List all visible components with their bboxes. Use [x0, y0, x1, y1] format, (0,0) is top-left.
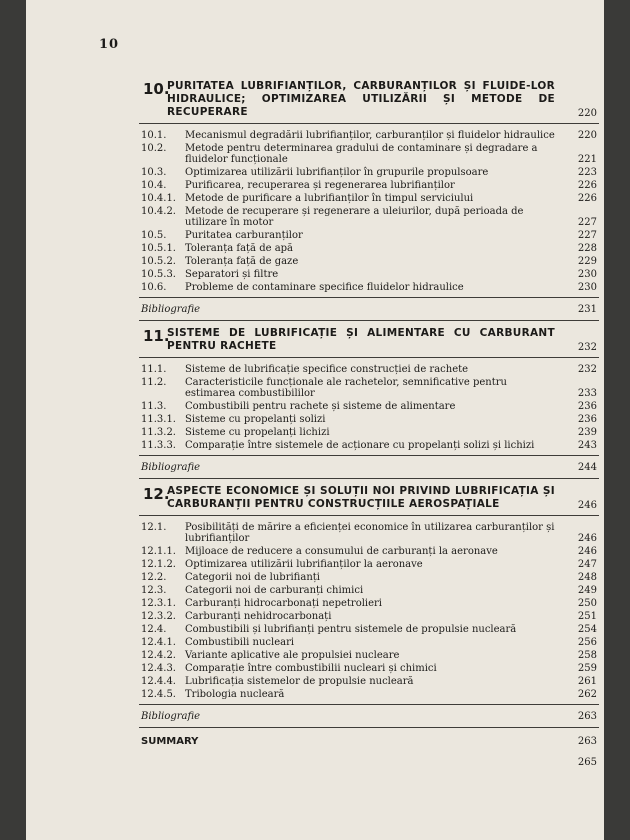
- bibliography-label: Bibliografie: [141, 304, 201, 315]
- entry-page: 246: [577, 533, 597, 544]
- entry-page: 229: [577, 256, 597, 267]
- toc-entry: [139, 282, 599, 293]
- divider-rule: [139, 478, 599, 479]
- entry-page: 223: [577, 167, 597, 178]
- chapter-section: [139, 80, 599, 321]
- chapter-number: 11.: [143, 327, 170, 345]
- entry-text: [185, 256, 555, 267]
- entry-title: Sisteme cu propelanți lichizi: [185, 427, 330, 438]
- bibliography-page: 231: [577, 304, 597, 315]
- entry-number: 11.1.: [141, 364, 167, 375]
- toc-entry: [139, 364, 599, 375]
- entry-page: 227: [577, 230, 597, 241]
- entry-text: [185, 624, 555, 635]
- toc-entry: [139, 180, 599, 191]
- chapter-heading: [139, 485, 599, 511]
- entry-page: 261: [577, 676, 597, 687]
- entry-number: 11.3.2.: [141, 427, 176, 438]
- entry-page: 251: [577, 611, 597, 622]
- entry-text: [185, 611, 555, 622]
- toc-entry: [139, 572, 599, 583]
- entry-number: 12.4.: [141, 624, 167, 635]
- final-page-entry: [139, 752, 599, 768]
- entry-text: [185, 364, 555, 375]
- entry-text: [185, 650, 555, 661]
- entry-text: [185, 143, 555, 165]
- toc-entry: [139, 624, 599, 635]
- entry-title: Metode pentru determinarea gradului de contaminare și degradare a fluidelor funcționale: [185, 143, 538, 165]
- toc-entry: [139, 193, 599, 204]
- entry-number: 10.5.3.: [141, 269, 176, 280]
- entry-number: 10.2.: [141, 143, 167, 154]
- entry-page: 227: [577, 217, 597, 228]
- table-of-contents: [139, 78, 599, 768]
- entry-title: Combustibili și lubrifianți pentru sistemele de propulsie nucleară: [185, 624, 517, 635]
- entry-number: 12.4.1.: [141, 637, 176, 648]
- entry-title: Categorii noi de carburanți chimici: [185, 585, 364, 596]
- entry-text: [185, 282, 555, 293]
- entry-page: 250: [577, 598, 597, 609]
- entry-number: 10.5.: [141, 230, 167, 241]
- entry-page: 232: [577, 364, 597, 375]
- entry-text: [185, 180, 555, 191]
- entry-title: Probleme de contaminare specifice fluidelor hidraulice: [185, 282, 464, 293]
- entry-number: 12.3.1.: [141, 598, 176, 609]
- page-number: 10: [99, 37, 120, 52]
- divider-rule: [139, 515, 599, 516]
- chapter-title: ASPECTE ECONOMICE ȘI SOLUȚII NOI PRIVIND LUBRIFICAȚIA ȘI CARBURANȚII PENTRU CONSTRUCȚIILE AEROSPAȚIALE: [167, 485, 555, 510]
- summary-label: SUMMARY: [141, 736, 199, 747]
- entry-page: 228: [577, 243, 597, 254]
- entry-text: [185, 546, 555, 557]
- toc-entry: [139, 585, 599, 596]
- entry-title: Mecanismul degradării lubrifianților, carburanților și fluidelor hidraulice: [185, 130, 555, 141]
- chapter-heading: [139, 327, 599, 353]
- entry-text: [185, 663, 555, 674]
- entry-number: 12.1.2.: [141, 559, 176, 570]
- entry-text: [185, 689, 555, 700]
- entry-title: Combustibili nucleari: [185, 637, 295, 648]
- entry-number: 12.2.: [141, 572, 167, 583]
- entry-page: 226: [577, 193, 597, 204]
- entry-title: Optimizarea utilizării lubrifianților în grupurile propulsoare: [185, 167, 489, 178]
- bibliography-entry: [141, 304, 599, 316]
- entry-page: 247: [577, 559, 597, 570]
- entry-title: Lubrificația sistemelor de propulsie nucleară: [185, 676, 414, 687]
- entry-title: Toleranța față de gaze: [185, 256, 299, 267]
- entry-title: Separatori și filtre: [185, 269, 279, 280]
- entry-title: Caracteristicile funcționale ale rachetelor, semnificative pentru estimarea combustibililor: [185, 377, 507, 399]
- toc-entry: [139, 130, 599, 141]
- entry-number: 11.3.1.: [141, 414, 176, 425]
- entry-title: Posibilități de mărire a eficienței economice în utilizarea carburanților și lubrifianților: [185, 522, 555, 544]
- entry-title: Carburanți hidrocarbonați nepetrolieri: [185, 598, 383, 609]
- bibliography-entry: [141, 462, 599, 474]
- entry-title: Sisteme de lubrificație specifice construcției de rachete: [185, 364, 469, 375]
- entry-text: [185, 230, 555, 241]
- divider-rule: [139, 320, 599, 321]
- entry-number: 12.1.: [141, 522, 167, 533]
- entry-text: [185, 269, 555, 280]
- entry-number: 12.4.3.: [141, 663, 176, 674]
- entry-page: 233: [577, 388, 597, 399]
- toc-entry: [139, 650, 599, 661]
- divider-rule: [139, 727, 599, 728]
- chapter-number: 10.: [143, 80, 170, 98]
- toc-entry: [139, 440, 599, 451]
- entry-number: 12.1.1.: [141, 546, 176, 557]
- toc-entry: [139, 689, 599, 700]
- entry-page: 239: [577, 427, 597, 438]
- entry-text: [185, 377, 555, 399]
- entry-page: 262: [577, 689, 597, 700]
- entry-page: 243: [577, 440, 597, 451]
- toc-entry: [139, 230, 599, 241]
- bibliography-entry: [141, 711, 599, 723]
- chapter-title: PURITATEA LUBRIFIANȚILOR, CARBURANȚILOR ȘI FLUIDE-LOR HIDRAULICE; OPTIMIZAREA UTILIZĂRII ȘI METODE DE RECUPERARE: [167, 80, 555, 118]
- bibliography-label: Bibliografie: [141, 711, 201, 722]
- entry-title: Tribologia nucleară: [185, 689, 285, 700]
- entry-text: [185, 401, 555, 412]
- toc-entry: [139, 167, 599, 178]
- entry-page: 249: [577, 585, 597, 596]
- entry-page: 254: [577, 624, 597, 635]
- entry-page: 256: [577, 637, 597, 648]
- toc-entry: [139, 598, 599, 609]
- toc-entry: [139, 269, 599, 280]
- entry-text: [185, 167, 555, 178]
- entry-page: 246: [577, 546, 597, 557]
- toc-entry: [139, 377, 599, 399]
- entry-title: Variante aplicative ale propulsiei nucleare: [185, 650, 400, 661]
- entry-text: [185, 414, 555, 425]
- toc-entry: [139, 401, 599, 412]
- entry-number: 12.4.4.: [141, 676, 176, 687]
- entry-title: Mijloace de reducere a consumului de carburanți la aeronave: [185, 546, 498, 557]
- entry-title: Carburanți nehidrocarbonați: [185, 611, 332, 622]
- divider-rule: [139, 704, 599, 705]
- toc-entry: [139, 663, 599, 674]
- bibliography-page: 244: [577, 462, 597, 473]
- entry-title: Categorii noi de lubrifianți: [185, 572, 320, 583]
- chapter-page: 246: [577, 500, 597, 511]
- divider-rule: [139, 123, 599, 124]
- toc-entry: [139, 243, 599, 254]
- chapter-page: 220: [577, 108, 597, 119]
- entry-title: Sisteme cu propelanți solizi: [185, 414, 326, 425]
- entry-number: 12.3.2.: [141, 611, 176, 622]
- entry-text: [185, 206, 555, 228]
- toc-entry: [139, 206, 599, 228]
- toc-entry: [139, 522, 599, 544]
- entry-number: 12.3.: [141, 585, 167, 596]
- entry-number: 12.4.5.: [141, 689, 176, 700]
- entry-page: 220: [577, 130, 597, 141]
- chapter-title: SISTEME DE LUBRIFICAȚIE ȘI ALIMENTARE CU CARBURANT PENTRU RACHETE: [167, 327, 555, 352]
- entry-text: [185, 522, 555, 544]
- divider-rule: [139, 455, 599, 456]
- toc-entry: [139, 143, 599, 165]
- bibliography-page: 263: [577, 711, 597, 722]
- bibliography-label: Bibliografie: [141, 462, 201, 473]
- entry-title: Toleranța față de apă: [185, 243, 294, 254]
- chapter-section: [139, 485, 599, 728]
- entry-page: 236: [577, 414, 597, 425]
- entry-page: 248: [577, 572, 597, 583]
- entry-number: 11.3.3.: [141, 440, 176, 451]
- summary-entry: [141, 736, 599, 748]
- entry-text: [185, 130, 555, 141]
- entry-title: Purificarea, recuperarea și regenerarea lubrifianților: [185, 180, 455, 191]
- entry-text: [185, 585, 555, 596]
- entry-title: Metode de recuperare și regenerare a uleiurilor, după perioada de utilizare în motor: [185, 206, 524, 228]
- entry-title: Optimizarea utilizării lubrifianților la aeronave: [185, 559, 423, 570]
- entry-title: Comparație între sistemele de acționare cu propelanți solizi și lichizi: [185, 440, 535, 451]
- entry-text: [185, 559, 555, 570]
- divider-rule: [139, 297, 599, 298]
- entry-text: [185, 243, 555, 254]
- entry-text: [185, 427, 555, 438]
- entry-text: [185, 598, 555, 609]
- entry-text: [185, 572, 555, 583]
- entry-text: [185, 193, 555, 204]
- entry-number: 10.4.: [141, 180, 167, 191]
- entry-page: 259: [577, 663, 597, 674]
- entry-page: 230: [577, 282, 597, 293]
- entry-title: Combustibili pentru rachete și sisteme de alimentare: [185, 401, 456, 412]
- divider-rule: [139, 357, 599, 358]
- toc-entry: [139, 546, 599, 557]
- chapter-heading: [139, 80, 599, 119]
- entry-page: 226: [577, 180, 597, 191]
- chapter-page: 232: [577, 342, 597, 353]
- entry-number: 10.4.1.: [141, 193, 176, 204]
- entry-number: 10.6.: [141, 282, 167, 293]
- entry-number: 10.3.: [141, 167, 167, 178]
- entry-page: 230: [577, 269, 597, 280]
- toc-entry: [139, 256, 599, 267]
- toc-entry: [139, 427, 599, 438]
- entry-title: Metode de purificare a lubrifianților în timpul serviciului: [185, 193, 474, 204]
- entry-page: 236: [577, 401, 597, 412]
- entry-title: Comparație între combustibilii nucleari și chimici: [185, 663, 437, 674]
- entry-text: [185, 440, 555, 451]
- entry-page: 258: [577, 650, 597, 661]
- chapter-number: 12.: [143, 485, 170, 503]
- entry-number: 10.1.: [141, 130, 167, 141]
- chapter-section: [139, 327, 599, 479]
- summary-page: 263: [577, 736, 597, 747]
- toc-entry: [139, 611, 599, 622]
- entry-title: Puritatea carburanților: [185, 230, 303, 241]
- toc-entry: [139, 637, 599, 648]
- entry-number: 12.4.2.: [141, 650, 176, 661]
- entry-number: 10.5.1.: [141, 243, 176, 254]
- toc-entry: [139, 676, 599, 687]
- entry-number: 10.5.2.: [141, 256, 176, 267]
- book-page: [26, 0, 604, 840]
- entry-text: [185, 676, 555, 687]
- entry-number: 11.2.: [141, 377, 167, 388]
- entry-number: 11.3.: [141, 401, 167, 412]
- toc-entry: [139, 559, 599, 570]
- toc-entry: [139, 414, 599, 425]
- entry-number: 10.4.2.: [141, 206, 176, 217]
- entry-text: [185, 637, 555, 648]
- entry-page: 221: [577, 154, 597, 165]
- final-page-number: 265: [577, 757, 597, 768]
